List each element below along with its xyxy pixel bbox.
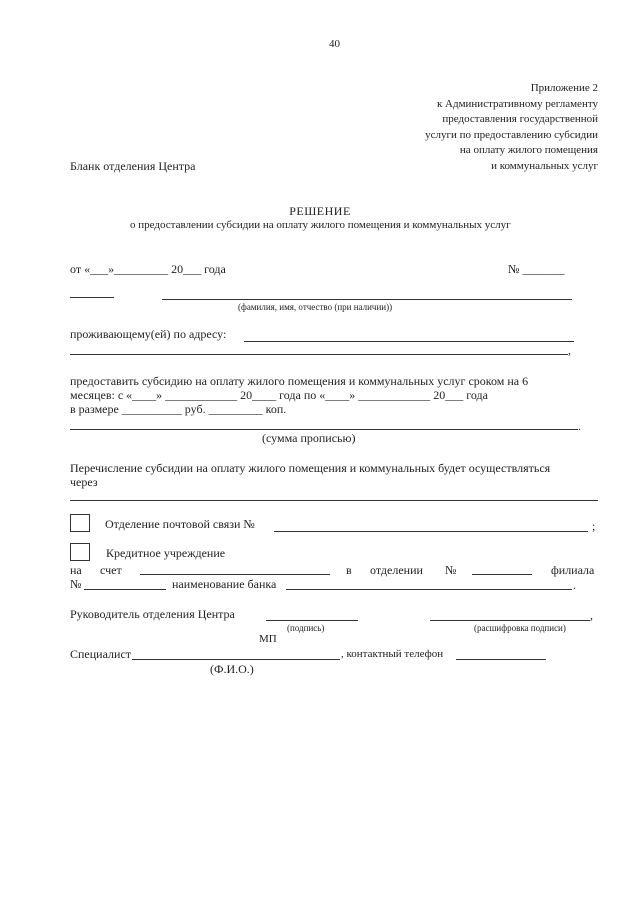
filial-number-line[interactable] — [84, 589, 166, 590]
document-title: РЕШЕНИЕ — [289, 204, 351, 218]
bank-name-label: наименование банка — [172, 577, 277, 591]
head-sign-caption: (подпись) — [287, 623, 325, 633]
sum-line-end: . — [578, 419, 581, 433]
credit-institution-checkbox[interactable] — [70, 543, 90, 561]
transfer-underline[interactable] — [70, 500, 598, 501]
fio-line[interactable] — [162, 299, 572, 300]
appendix-line: на оплату жилого помещения — [459, 144, 598, 156]
credit-word-account: счет — [100, 563, 122, 577]
address-line-2[interactable] — [70, 354, 568, 355]
stamp-place: МП — [259, 633, 277, 645]
appendix-line: предоставления государственной — [442, 113, 598, 125]
phone-line[interactable] — [456, 659, 546, 660]
fio-line-short — [70, 297, 114, 298]
credit-word-filial: филиала — [551, 563, 595, 577]
post-office-label: Отделение почтовой связи № — [105, 517, 255, 531]
credit-row2-number: № — [70, 577, 82, 591]
specialist-fio-caption: (Ф.И.О.) — [210, 662, 254, 676]
branch-number-line[interactable] — [472, 574, 532, 575]
appendix-block — [425, 81, 598, 174]
phone-label: , контактный телефон — [341, 648, 444, 660]
address-end: , — [568, 343, 571, 357]
post-office-end: ; — [592, 519, 596, 533]
number-field[interactable]: № _______ — [508, 262, 565, 276]
grant-period[interactable]: месяцев: с «____» ____________ 20____ года по «____» ____________ 20___ года — [70, 388, 488, 402]
blank-label: Бланк отделения Центра — [70, 159, 196, 173]
date-field[interactable]: от «___»_________ 20___ года — [70, 262, 226, 276]
appendix-line: к Административному регламенту — [436, 97, 598, 110]
head-decode-caption: (расшифровка подписи) — [474, 623, 566, 633]
sum-line[interactable] — [70, 429, 578, 430]
sum-caption: (сумма прописью) — [262, 431, 356, 445]
appendix-line: услуги по предоставлению субсидии — [425, 128, 598, 141]
transfer-line-2: через — [70, 475, 98, 489]
head-decode-line[interactable] — [430, 620, 590, 621]
specialist-name-line[interactable] — [132, 659, 340, 660]
address-label: проживающему(ей) по адресу: — [70, 327, 227, 341]
account-line[interactable] — [140, 574, 330, 575]
credit-word-branch: отделении — [370, 563, 423, 577]
appendix-line: Приложение 2 — [530, 82, 598, 94]
credit-word-na: на — [70, 563, 82, 577]
grant-line-1: предоставить субсидию на оплату жилого помещения и коммунальных услуг сроком на 6 — [70, 374, 529, 388]
document-subtitle: о предоставлении субсидии на оплату жилого помещения и коммунальных услуг — [130, 219, 511, 231]
address-line-1[interactable] — [244, 341, 574, 342]
bank-name-end: . — [573, 578, 576, 592]
post-office-checkbox[interactable] — [70, 514, 90, 532]
bank-name-line[interactable] — [286, 589, 572, 590]
page-number: 40 — [329, 38, 340, 50]
post-office-number-line[interactable] — [274, 531, 588, 532]
credit-word-number: № — [445, 563, 457, 577]
fio-caption: (фамилия, имя, отчество (при наличии)) — [238, 302, 393, 312]
head-label: Руководитель отделения Центра — [70, 607, 235, 621]
grant-amount[interactable]: в размере __________ руб. _________ коп. — [70, 402, 287, 416]
transfer-line-1: Перечисление субсидии на оплату жилого помещения и коммунальных будет осуществляться — [70, 461, 551, 475]
credit-institution-label: Кредитное учреждение — [106, 546, 226, 560]
credit-word-in: в — [346, 563, 352, 577]
head-signature-line[interactable] — [266, 620, 358, 621]
specialist-label: Специалист — [70, 647, 132, 661]
head-end: , — [590, 608, 593, 622]
appendix-line: и коммунальных услуг — [491, 159, 598, 172]
